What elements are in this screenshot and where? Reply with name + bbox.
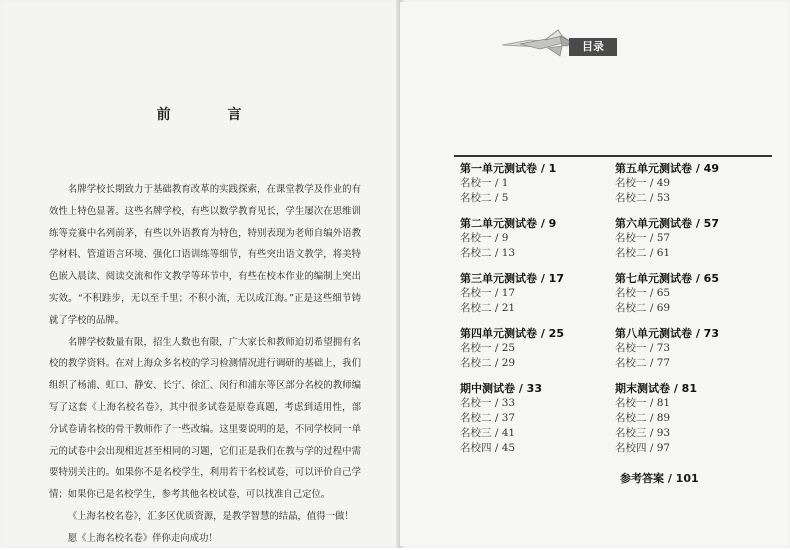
toc-school-entry[interactable]: 名校二 / 77: [615, 357, 671, 369]
toc-school-entry[interactable]: 名校二 / 89: [615, 412, 671, 424]
preface-title: 前 言: [156, 107, 268, 123]
toc-unit-title[interactable]: 第四单元测试卷 / 25: [460, 327, 564, 340]
toc-school-entry[interactable]: 名校一 / 33: [460, 397, 516, 409]
toc-school-entry[interactable]: 名校一 / 49: [615, 177, 671, 189]
toc-school-entry[interactable]: 名校三 / 93: [615, 427, 671, 439]
toc-column-left: [460, 162, 610, 467]
toc-school-entry[interactable]: 名校三 / 41: [460, 427, 516, 439]
toc-unit-title[interactable]: 第三单元测试卷 / 17: [460, 272, 564, 285]
preface-body: [49, 179, 361, 550]
toc-unit-title[interactable]: 期中测试卷 / 33: [460, 382, 542, 395]
toc-unit-title[interactable]: 第一单元测试卷 / 1: [460, 162, 557, 175]
toc-school-entry[interactable]: 名校二 / 29: [460, 357, 516, 369]
toc-unit-title[interactable]: 第五单元测试卷 / 49: [615, 162, 719, 175]
preface-paragraph: 名牌学校长期致力于基础教育改革的实践探索，在课堂教学及作业的有效性上特色显著。这些名牌学校，有些以数学教育见长，学生屡次在思维训练等竞赛中名列前茅，有些以外语教育为特色，特别表现为老师自编外语教学材料、管道语言环境、强化口语训练等细节，有些突出语文教学，将美特色嵌入晨读、阅读交流和作文教学等环节中，有些在校本作业的编制上突出实效。“不积跬步，无以至千里；不积小流，无以成江海。”正是这些细节铸就了学校的品牌。: [49, 184, 361, 326]
left-page: [2, 2, 399, 546]
toc-unit: [615, 162, 765, 206]
toc-school-entry[interactable]: 名校二 / 5: [460, 192, 509, 204]
toc-school-entry[interactable]: 名校二 / 37: [460, 412, 516, 424]
toc-school-entry[interactable]: 名校二 / 53: [615, 192, 671, 204]
toc-school-entry[interactable]: 名校四 / 45: [460, 442, 516, 454]
toc-unit-title[interactable]: 第六单元测试卷 / 57: [615, 217, 719, 230]
preface-paragraph: 《上海名校名卷》，汇多区优质资源，是教学智慧的结晶，值得一做！: [67, 510, 354, 522]
toc-school-entry[interactable]: 名校二 / 13: [460, 247, 516, 259]
toc-school-entry[interactable]: 名校一 / 25: [460, 342, 516, 354]
toc-school-entry[interactable]: 名校一 / 17: [460, 287, 516, 299]
toc-unit-title[interactable]: 期末测试卷 / 81: [615, 382, 697, 395]
toc-header-label: 目录: [569, 38, 617, 56]
toc-unit: [615, 217, 765, 261]
toc-unit: [615, 272, 765, 316]
toc-school-entry[interactable]: 名校一 / 57: [615, 232, 671, 244]
toc-school-entry[interactable]: 名校二 / 61: [615, 247, 671, 259]
toc-school-entry[interactable]: 名校二 / 21: [460, 302, 516, 314]
toc-school-entry[interactable]: 名校四 / 97: [615, 442, 671, 454]
toc-unit: [460, 327, 610, 371]
toc-unit-title[interactable]: 第二单元测试卷 / 9: [460, 217, 557, 230]
preface-paragraph: 愿《上海名校名卷》伴你走向成功！: [67, 532, 218, 544]
preface-paragraph: 名牌学校数量有限，招生人数也有限，广大家长和教师迫切希望拥有名校的教学资料。在对上海众多名校的学习检测情况进行调研的基础上，我们组织了杨浦、虹口、静安、长宁、徐汇、闵行和浦东等区部分名校的教师编写了这套《上海名校名卷》，其中很多试卷是原卷真题，考虑到适用性，部分试卷请名校的骨干教师作了一些改编。这里要说明的是，不同学校同一单元的试卷中会出现相近甚至相同的习题，它们正是我们在教与学的过程中需要特别关注的。如果你不是名校学生，利用若干名校试卷，可以评价自己学情；如果你已是名校学生，参考其他名校试卷，可以找准自己定位。: [49, 336, 361, 501]
toc-school-entry[interactable]: 名校一 / 81: [615, 397, 671, 409]
toc-unit-title[interactable]: 第七单元测试卷 / 65: [615, 272, 719, 285]
toc-divider: [454, 155, 772, 157]
toc-unit: [615, 382, 765, 456]
toc-school-entry[interactable]: 名校一 / 1: [460, 177, 509, 189]
toc-unit-title[interactable]: 第八单元测试卷 / 73: [615, 327, 719, 340]
toc-unit: [460, 217, 610, 261]
toc-school-entry[interactable]: 名校一 / 65: [615, 287, 671, 299]
toc-school-entry[interactable]: 名校一 / 73: [615, 342, 671, 354]
toc-school-entry[interactable]: 名校二 / 69: [615, 302, 671, 314]
toc-column-right: [615, 162, 765, 467]
toc-unit: [460, 382, 610, 456]
toc-unit: [460, 162, 610, 206]
toc-unit: [460, 272, 610, 316]
toc-unit: [615, 327, 765, 371]
toc-answers-entry[interactable]: 参考答案 / 101: [620, 472, 699, 485]
toc-school-entry[interactable]: 名校一 / 9: [460, 232, 509, 244]
